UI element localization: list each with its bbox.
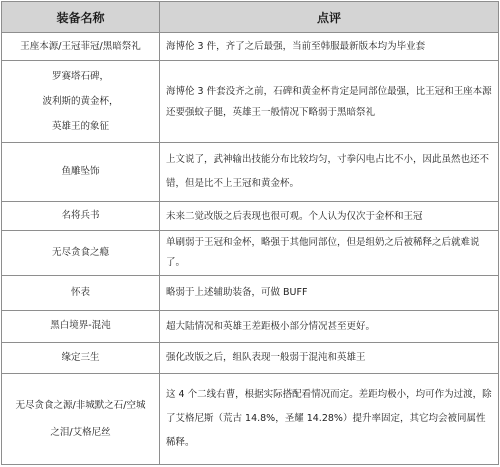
comment-cell: 上文说了，武神输出技能分布比较均匀，寸拳闪电占比不小，因此虽然也还不错，但是比不上王冠和黄金杯。 xyxy=(160,143,499,202)
comment-cell: 未来二觉改版之后表现也很可观。个人认为仅次于金杯和王冠 xyxy=(160,202,499,231)
equipment-name-line: 英雄王的象征 xyxy=(51,121,109,133)
equipment-name-line: 无尽贪食之源/非城默之石/空城 xyxy=(15,399,146,411)
table-row xyxy=(2,342,499,373)
equipment-name-cell xyxy=(2,33,160,61)
equipment-name-cell xyxy=(2,61,160,143)
equipment-name-cell xyxy=(2,143,160,202)
table-row xyxy=(2,143,499,202)
comment-cell: 超大陆情况和英雄王差距极小部分情况甚至更好。 xyxy=(160,310,499,342)
table-row xyxy=(2,373,499,464)
table-row xyxy=(2,61,499,143)
table-row xyxy=(2,33,499,61)
header-comment: 点评 xyxy=(160,2,499,33)
comment-cell: 强化改版之后，组队表现一般弱于混沌和英雄王 xyxy=(160,342,499,373)
equipment-name-line: 名将兵书 xyxy=(61,210,100,222)
table-row xyxy=(2,310,499,342)
equipment-name-cell xyxy=(2,231,160,275)
header-equipment-name: 装备名称 xyxy=(2,2,160,33)
equipment-name-line: 鱼雕坠饰 xyxy=(61,166,100,178)
equipment-name-line: 怀表 xyxy=(70,286,90,298)
comment-cell: 这 4 个二线右曹，根据实际搭配看情况而定。差距均极小，均可作为过渡，除了艾格尼斯（荒古 14.8%，圣耀 14.28%）提升率固定，其它均会被同属性稀释。 xyxy=(160,373,499,464)
equipment-name-line: 之泪/艾格尼丝 xyxy=(50,426,111,438)
comment-cell: 单刷弱于王冠和金杯，略强于其他同部位，但是组奶之后被稀释之后就难说了。 xyxy=(160,231,499,275)
table-row xyxy=(2,202,499,231)
equipment-name-line: 波利斯的黄金杯， xyxy=(42,96,119,108)
table-row xyxy=(2,231,499,275)
table-row xyxy=(2,275,499,310)
equipment-name-line: 缘定三生 xyxy=(61,351,100,363)
comment-cell: 海博伦 3 件，齐了之后最强，当前至韩服最新版本均为毕业套 xyxy=(160,33,499,61)
comment-cell: 略弱于上述辅助装备，可做 BUFF xyxy=(160,275,499,310)
equipment-name-line: 黑白境界-混沌 xyxy=(50,320,111,332)
equipment-name-cell xyxy=(2,342,160,373)
equipment-name-line: 无尽贪食之瘾 xyxy=(51,247,109,259)
equipment-name-cell xyxy=(2,202,160,231)
equipment-review-table xyxy=(1,1,499,465)
equipment-name-line: 王座本源/王冠菲冠/黑暗祭礼 xyxy=(20,40,141,52)
equipment-name-line: 罗赛塔石碑， xyxy=(51,71,109,83)
equipment-name-cell xyxy=(2,310,160,342)
comment-cell: 海博伦 3 件套没齐之前，石碑和黄金杯肯定是同部位最强，比王冠和王座本源还要强蚊子腿，英雄王一般情况下略弱于黑暗祭礼 xyxy=(160,61,499,143)
equipment-name-cell xyxy=(2,373,160,464)
equipment-name-cell xyxy=(2,275,160,310)
header-row xyxy=(2,2,499,33)
